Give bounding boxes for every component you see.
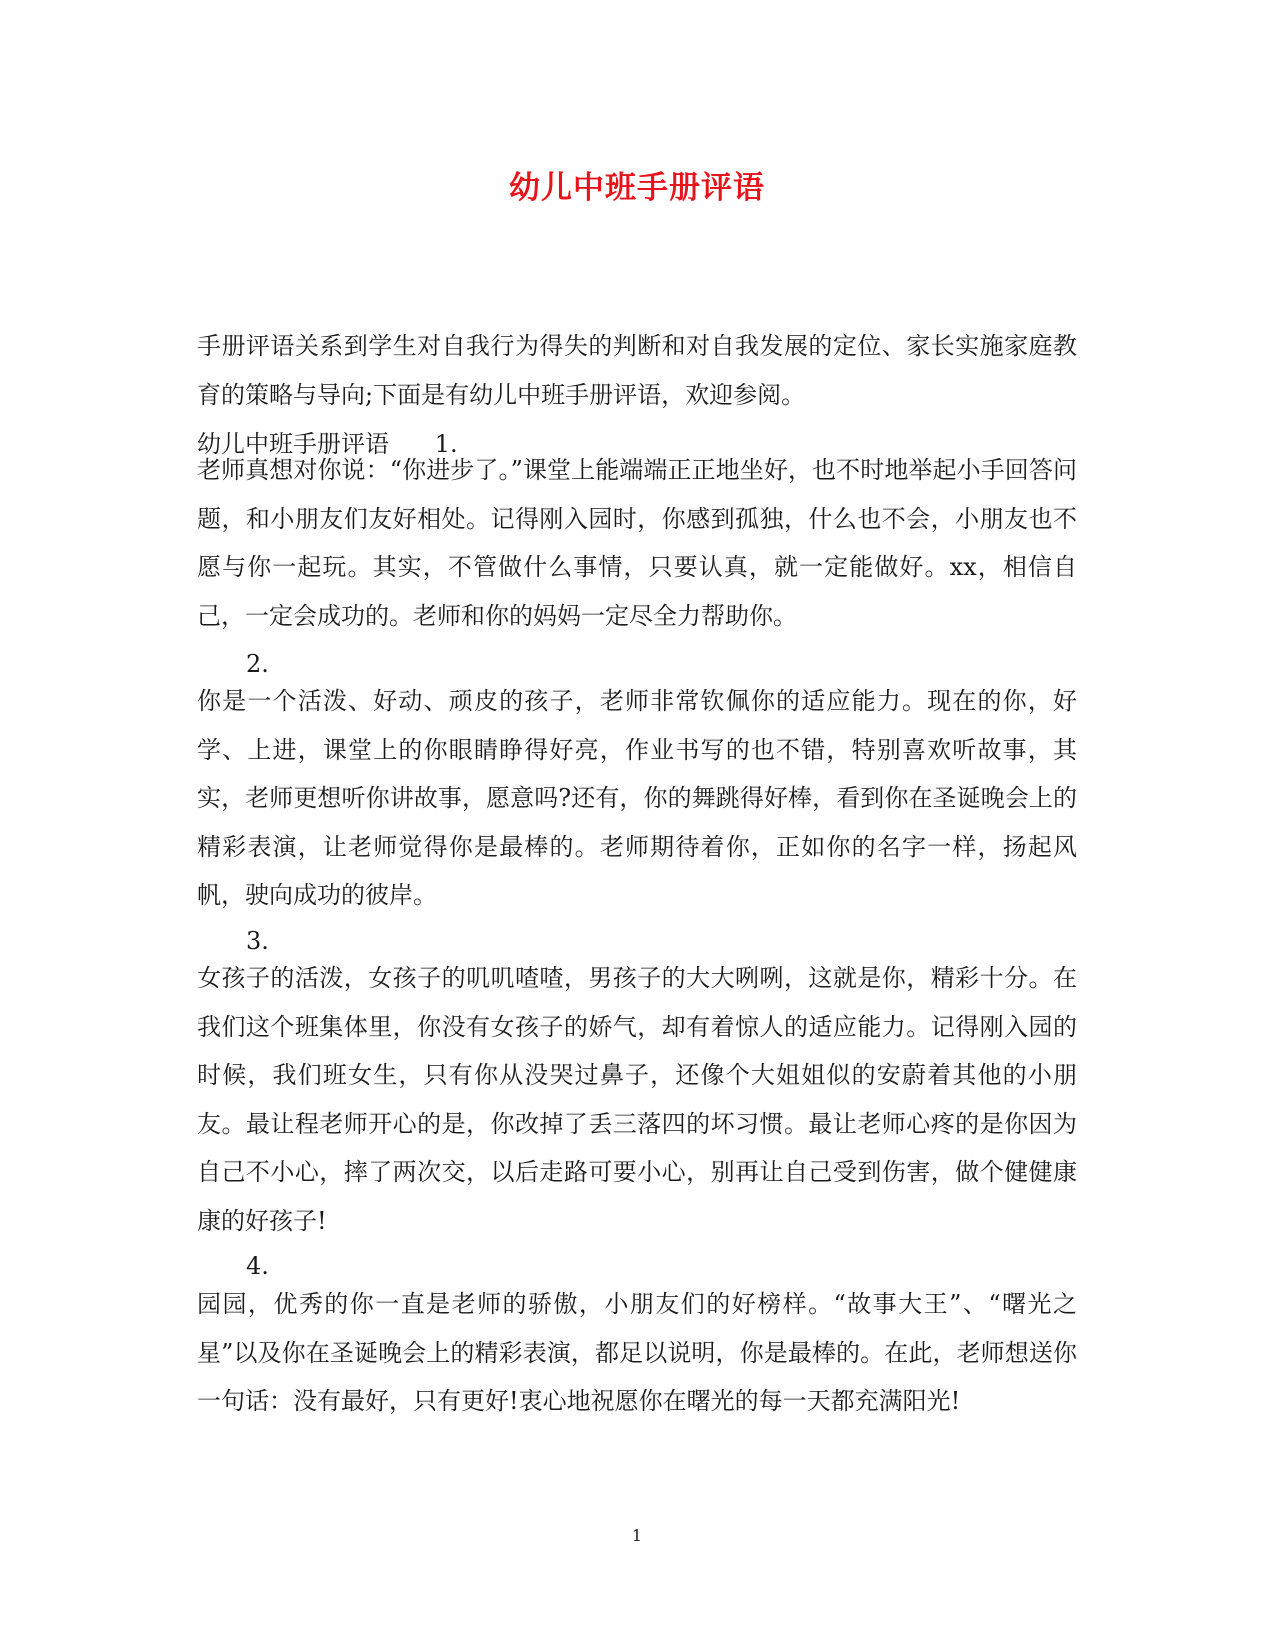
item-3-paragraph xyxy=(197,954,1077,1246)
intro-paragraph xyxy=(197,322,1077,419)
item-3-text: 女孩子的活泼，女孩子的叽叽喳喳，男孩子的大大咧咧，这就是你，精彩十分。在我们这个班集体里，你没有女孩子的娇气，却有着惊人的适应能力。记得刚入园的时候，我们班女生，只有你从没哭过鼻子，还像个大姐姐似的安蔚着其他的小朋友。最让程老师开心的是，你改掉了丢三落四的坏习惯。最让老师心疼的是你因为自己不小心，摔了两次交，以后走路可要小心，别再让自己受到伤害，做个健健康康的好孩子! xyxy=(197,964,1077,1235)
item-number-2: 2. xyxy=(246,650,269,678)
intro-text: 手册评语关系到学生对自我行为得失的判断和对自我发展的定位、家长实施家庭教育的策略与导向;下面是有幼儿中班手册评语，欢迎参阅。 xyxy=(197,332,1077,409)
item-2-paragraph xyxy=(197,677,1077,920)
item-number-4: 4. xyxy=(246,1252,269,1280)
item-number-3: 3. xyxy=(246,927,269,955)
section-heading: 幼儿中班手册评语 xyxy=(197,430,389,458)
item-1-paragraph xyxy=(197,446,1077,640)
item-4-text: 园园，优秀的你一直是老师的骄傲，小朋友们的好榜样。“故事大王”、“曙光之星”以及你在圣诞晚会上的精彩表演，都足以说明，你是最棒的。在此，老师想送你一句话：没有最好，只有更好!衷心地祝愿你在曙光的每一天都充满阳光! xyxy=(197,1290,1077,1416)
item-number-1: 1. xyxy=(434,430,458,458)
item-1-text: 老师真想对你说：“你进步了。”课堂上能端端正正地坐好，也不时地举起小手回答问题，和小朋友们友好相处。记得刚入园时，你感到孤独，什么也不会，小朋友也不愿与你一起玩。其实，不管做什么事情，只要认真，就一定能做好。xx，相信自己，一定会成功的。老师和你的妈妈一定尽全力帮助你。 xyxy=(197,456,1077,630)
page-title: 幼儿中班手册评语 xyxy=(509,170,765,206)
item-4-paragraph xyxy=(197,1280,1077,1426)
item-2-text: 你是一个活泼、好动、顽皮的孩子，老师非常钦佩你的适应能力。现在的你，好学、上进，课堂上的你眼睛睁得好亮，作业书写的也不错，特别喜欢听故事，其实，老师更想听你讲故事，愿意吗?还有，你的舞跳得好棒，看到你在圣诞晚会上的精彩表演，让老师觉得你是最棒的。老师期待着你，正如你的名字一样，扬起风帆，驶向成功的彼岸。 xyxy=(197,687,1077,910)
page-number: 1 xyxy=(631,1526,643,1545)
